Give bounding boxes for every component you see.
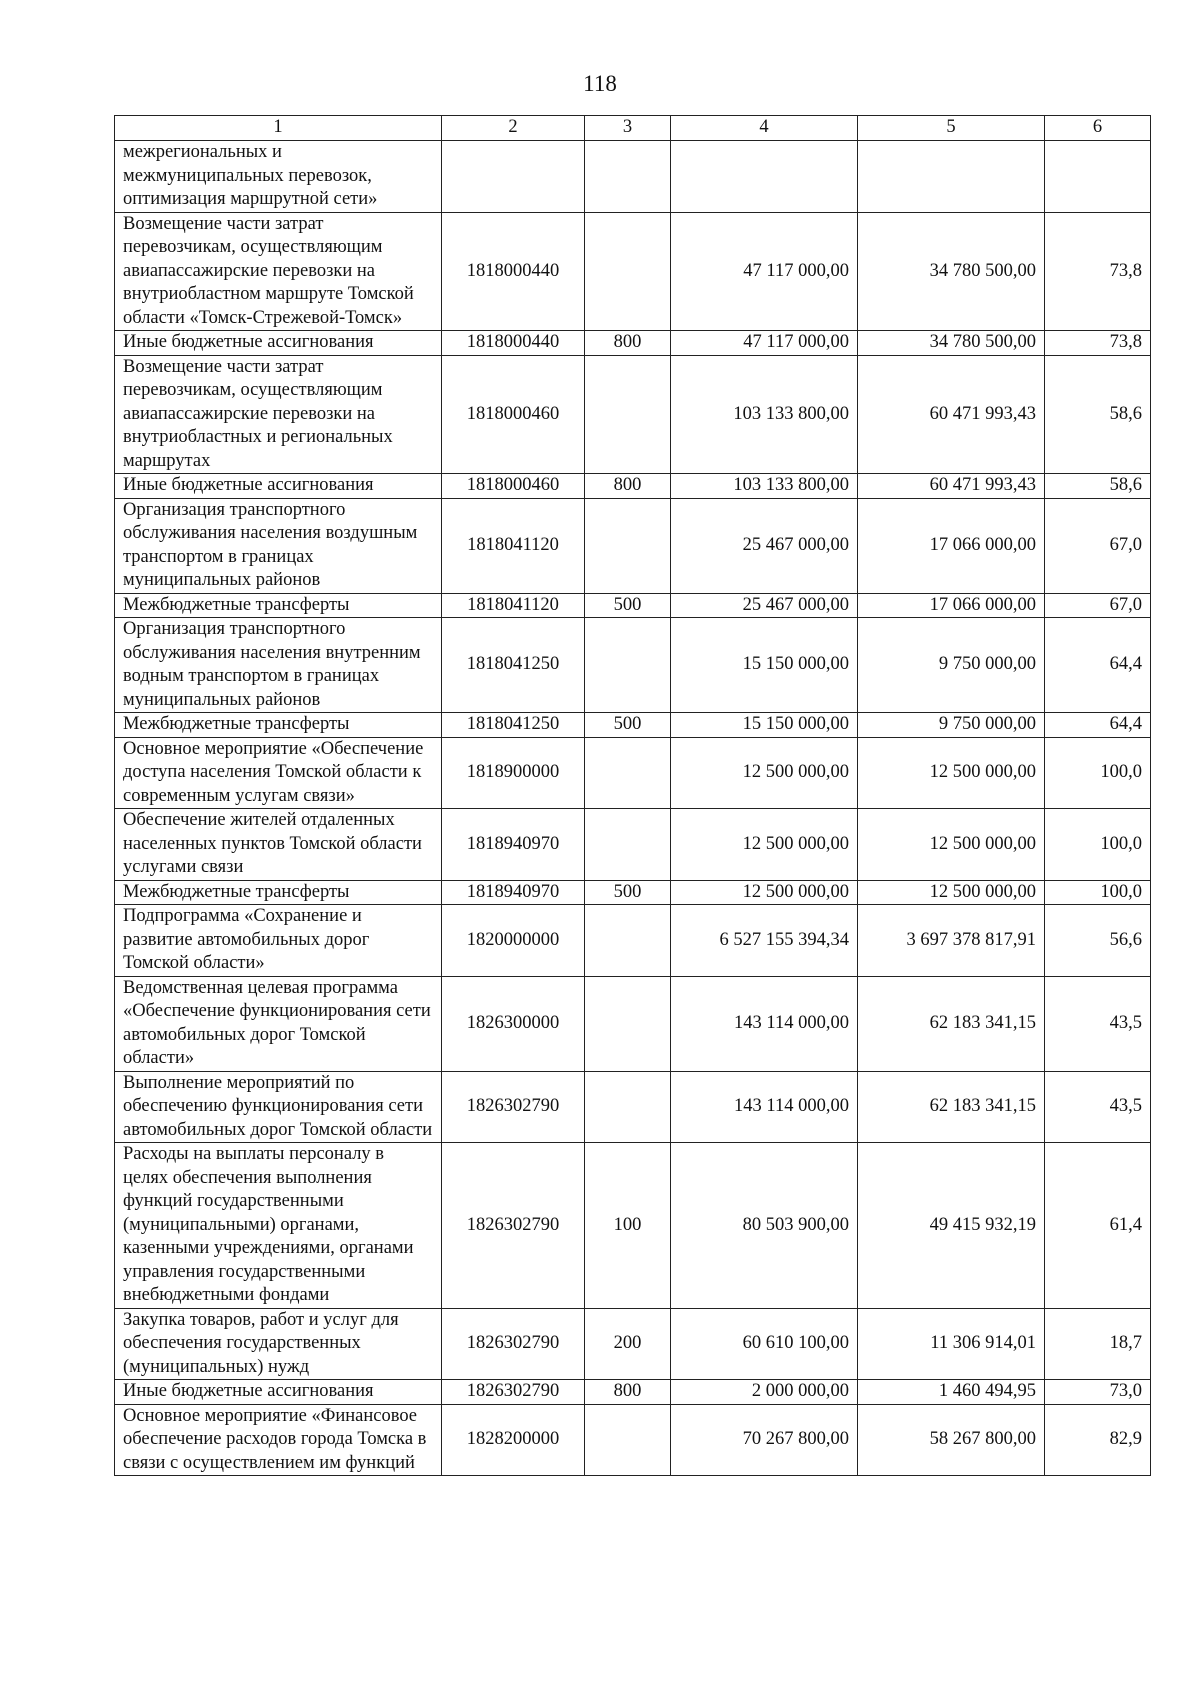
cell-expense-type: 800 bbox=[585, 1380, 671, 1405]
cell-percent: 73,0 bbox=[1045, 1380, 1151, 1405]
table-row bbox=[115, 1071, 1151, 1143]
cell-expense-type: 200 bbox=[585, 1308, 671, 1380]
cell-code: 1820000000 bbox=[442, 905, 585, 977]
cell-name: Выполнение мероприятий по обеспечению функционирования сети автомобильных дорог Томской области bbox=[115, 1071, 442, 1143]
cell-percent: 18,7 bbox=[1045, 1308, 1151, 1380]
table-row bbox=[115, 713, 1151, 738]
header-col-3: 3 bbox=[585, 116, 671, 141]
cell-plan: 47 117 000,00 bbox=[671, 212, 858, 331]
cell-name: Межбюджетные трансферты bbox=[115, 880, 442, 905]
cell-percent: 73,8 bbox=[1045, 212, 1151, 331]
cell-actual: 11 306 914,01 bbox=[858, 1308, 1045, 1380]
cell-expense-type bbox=[585, 1404, 671, 1476]
cell-plan: 70 267 800,00 bbox=[671, 1404, 858, 1476]
budget-table bbox=[114, 115, 1151, 1476]
table-row bbox=[115, 618, 1151, 713]
cell-code bbox=[442, 141, 585, 213]
cell-percent: 56,6 bbox=[1045, 905, 1151, 977]
header-col-1: 1 bbox=[115, 116, 442, 141]
cell-actual: 49 415 932,19 bbox=[858, 1143, 1045, 1309]
header-col-6: 6 bbox=[1045, 116, 1151, 141]
cell-actual: 9 750 000,00 bbox=[858, 713, 1045, 738]
cell-plan: 103 133 800,00 bbox=[671, 355, 858, 474]
cell-name: Ведомственная целевая программа «Обеспечение функционирования сети автомобильных дорог Томской области» bbox=[115, 976, 442, 1071]
cell-name: Организация транспортного обслуживания населения внутренним водным транспортом в границах муниципальных районов bbox=[115, 618, 442, 713]
cell-actual: 9 750 000,00 bbox=[858, 618, 1045, 713]
cell-actual: 58 267 800,00 bbox=[858, 1404, 1045, 1476]
table-row bbox=[115, 1143, 1151, 1309]
cell-actual: 17 066 000,00 bbox=[858, 498, 1045, 593]
cell-name: Закупка товаров, работ и услуг для обеспечения государственных (муниципальных) нужд bbox=[115, 1308, 442, 1380]
page-number: 118 bbox=[583, 71, 617, 96]
cell-percent: 100,0 bbox=[1045, 880, 1151, 905]
cell-name: Расходы на выплаты персоналу в целях обеспечения выполнения функций государственными (муниципальными) органами, казенными учреждениями, органами управления государственными внебюджетными фондами bbox=[115, 1143, 442, 1309]
cell-expense-type bbox=[585, 498, 671, 593]
cell-actual: 34 780 500,00 bbox=[858, 331, 1045, 356]
cell-percent: 58,6 bbox=[1045, 474, 1151, 499]
table-body bbox=[115, 141, 1151, 1476]
cell-name: Иные бюджетные ассигнования bbox=[115, 331, 442, 356]
cell-plan: 143 114 000,00 bbox=[671, 976, 858, 1071]
cell-code: 1826302790 bbox=[442, 1071, 585, 1143]
cell-actual: 3 697 378 817,91 bbox=[858, 905, 1045, 977]
cell-plan: 80 503 900,00 bbox=[671, 1143, 858, 1309]
cell-code: 1818041120 bbox=[442, 593, 585, 618]
cell-code: 1826302790 bbox=[442, 1308, 585, 1380]
cell-plan: 15 150 000,00 bbox=[671, 713, 858, 738]
cell-percent: 64,4 bbox=[1045, 618, 1151, 713]
cell-name: Иные бюджетные ассигнования bbox=[115, 474, 442, 499]
cell-code: 1818000460 bbox=[442, 474, 585, 499]
cell-name: Межбюджетные трансферты bbox=[115, 713, 442, 738]
cell-expense-type bbox=[585, 618, 671, 713]
cell-name: Организация транспортного обслуживания населения воздушным транспортом в границах муниципальных районов bbox=[115, 498, 442, 593]
cell-code: 1826300000 bbox=[442, 976, 585, 1071]
cell-plan: 15 150 000,00 bbox=[671, 618, 858, 713]
table-row bbox=[115, 976, 1151, 1071]
cell-expense-type: 500 bbox=[585, 713, 671, 738]
cell-name: Возмещение части затрат перевозчикам, осуществляющим авиапассажирские перевозки на внутриобластных и региональных маршрутах bbox=[115, 355, 442, 474]
header-col-4: 4 bbox=[671, 116, 858, 141]
cell-name: Межбюджетные трансферты bbox=[115, 593, 442, 618]
table-row bbox=[115, 474, 1151, 499]
cell-actual: 17 066 000,00 bbox=[858, 593, 1045, 618]
header-row bbox=[115, 116, 1151, 141]
cell-expense-type: 800 bbox=[585, 331, 671, 356]
table-row bbox=[115, 498, 1151, 593]
cell-percent: 67,0 bbox=[1045, 593, 1151, 618]
cell-code: 1818940970 bbox=[442, 880, 585, 905]
cell-name: Основное мероприятие «Обеспечение доступа населения Томской области к современным услугам связи» bbox=[115, 737, 442, 809]
cell-percent: 64,4 bbox=[1045, 713, 1151, 738]
cell-plan: 103 133 800,00 bbox=[671, 474, 858, 499]
cell-expense-type bbox=[585, 976, 671, 1071]
cell-expense-type: 500 bbox=[585, 593, 671, 618]
cell-expense-type bbox=[585, 212, 671, 331]
cell-plan: 143 114 000,00 bbox=[671, 1071, 858, 1143]
table-row bbox=[115, 905, 1151, 977]
header-col-2: 2 bbox=[442, 116, 585, 141]
cell-expense-type bbox=[585, 141, 671, 213]
cell-code: 1818000460 bbox=[442, 355, 585, 474]
cell-actual: 12 500 000,00 bbox=[858, 880, 1045, 905]
cell-code: 1818940970 bbox=[442, 809, 585, 881]
cell-expense-type: 500 bbox=[585, 880, 671, 905]
cell-percent: 100,0 bbox=[1045, 809, 1151, 881]
table-row bbox=[115, 212, 1151, 331]
cell-name: Иные бюджетные ассигнования bbox=[115, 1380, 442, 1405]
cell-percent: 73,8 bbox=[1045, 331, 1151, 356]
cell-expense-type bbox=[585, 809, 671, 881]
cell-actual: 60 471 993,43 bbox=[858, 355, 1045, 474]
cell-plan: 12 500 000,00 bbox=[671, 737, 858, 809]
cell-plan: 47 117 000,00 bbox=[671, 331, 858, 356]
table-row bbox=[115, 141, 1151, 213]
cell-plan: 25 467 000,00 bbox=[671, 593, 858, 618]
cell-name: межрегиональных и межмуниципальных перевозок, оптимизация маршрутной сети» bbox=[115, 141, 442, 213]
table-row bbox=[115, 355, 1151, 474]
cell-expense-type bbox=[585, 1071, 671, 1143]
cell-code: 1818041250 bbox=[442, 713, 585, 738]
cell-plan bbox=[671, 141, 858, 213]
cell-name: Основное мероприятие «Финансовое обеспечение расходов города Томска в связи с осуществлением им функций bbox=[115, 1404, 442, 1476]
table-row bbox=[115, 880, 1151, 905]
cell-percent: 100,0 bbox=[1045, 737, 1151, 809]
cell-code: 1818041250 bbox=[442, 618, 585, 713]
cell-percent: 67,0 bbox=[1045, 498, 1151, 593]
table-row bbox=[115, 593, 1151, 618]
cell-code: 1826302790 bbox=[442, 1143, 585, 1309]
cell-expense-type: 100 bbox=[585, 1143, 671, 1309]
cell-percent bbox=[1045, 141, 1151, 213]
table-row bbox=[115, 737, 1151, 809]
cell-expense-type bbox=[585, 737, 671, 809]
cell-actual: 62 183 341,15 bbox=[858, 976, 1045, 1071]
cell-percent: 61,4 bbox=[1045, 1143, 1151, 1309]
cell-plan: 12 500 000,00 bbox=[671, 880, 858, 905]
cell-plan: 6 527 155 394,34 bbox=[671, 905, 858, 977]
cell-name: Подпрограмма «Сохранение и развитие автомобильных дорог Томской области» bbox=[115, 905, 442, 977]
cell-plan: 12 500 000,00 bbox=[671, 809, 858, 881]
cell-expense-type bbox=[585, 355, 671, 474]
cell-code: 1818000440 bbox=[442, 331, 585, 356]
cell-actual: 34 780 500,00 bbox=[858, 212, 1045, 331]
cell-plan: 2 000 000,00 bbox=[671, 1380, 858, 1405]
cell-expense-type: 800 bbox=[585, 474, 671, 499]
cell-actual: 12 500 000,00 bbox=[858, 737, 1045, 809]
cell-percent: 58,6 bbox=[1045, 355, 1151, 474]
table-row bbox=[115, 331, 1151, 356]
cell-actual: 1 460 494,95 bbox=[858, 1380, 1045, 1405]
cell-actual bbox=[858, 141, 1045, 213]
header-col-5: 5 bbox=[858, 116, 1045, 141]
table-row bbox=[115, 1380, 1151, 1405]
cell-code: 1818900000 bbox=[442, 737, 585, 809]
cell-actual: 12 500 000,00 bbox=[858, 809, 1045, 881]
cell-code: 1818000440 bbox=[442, 212, 585, 331]
cell-percent: 82,9 bbox=[1045, 1404, 1151, 1476]
cell-plan: 25 467 000,00 bbox=[671, 498, 858, 593]
cell-percent: 43,5 bbox=[1045, 1071, 1151, 1143]
cell-code: 1828200000 bbox=[442, 1404, 585, 1476]
cell-code: 1818041120 bbox=[442, 498, 585, 593]
cell-percent: 43,5 bbox=[1045, 976, 1151, 1071]
cell-name: Возмещение части затрат перевозчикам, осуществляющим авиапассажирские перевозки на внутриобластном маршруте Томской области «Томск-Стрежевой-Томск» bbox=[115, 212, 442, 331]
cell-actual: 62 183 341,15 bbox=[858, 1071, 1045, 1143]
cell-name: Обеспечение жителей отдаленных населенных пунктов Томской области услугами связи bbox=[115, 809, 442, 881]
cell-code: 1826302790 bbox=[442, 1380, 585, 1405]
table-row bbox=[115, 809, 1151, 881]
cell-expense-type bbox=[585, 905, 671, 977]
table-row bbox=[115, 1404, 1151, 1476]
cell-plan: 60 610 100,00 bbox=[671, 1308, 858, 1380]
cell-actual: 60 471 993,43 bbox=[858, 474, 1045, 499]
table-row bbox=[115, 1308, 1151, 1380]
